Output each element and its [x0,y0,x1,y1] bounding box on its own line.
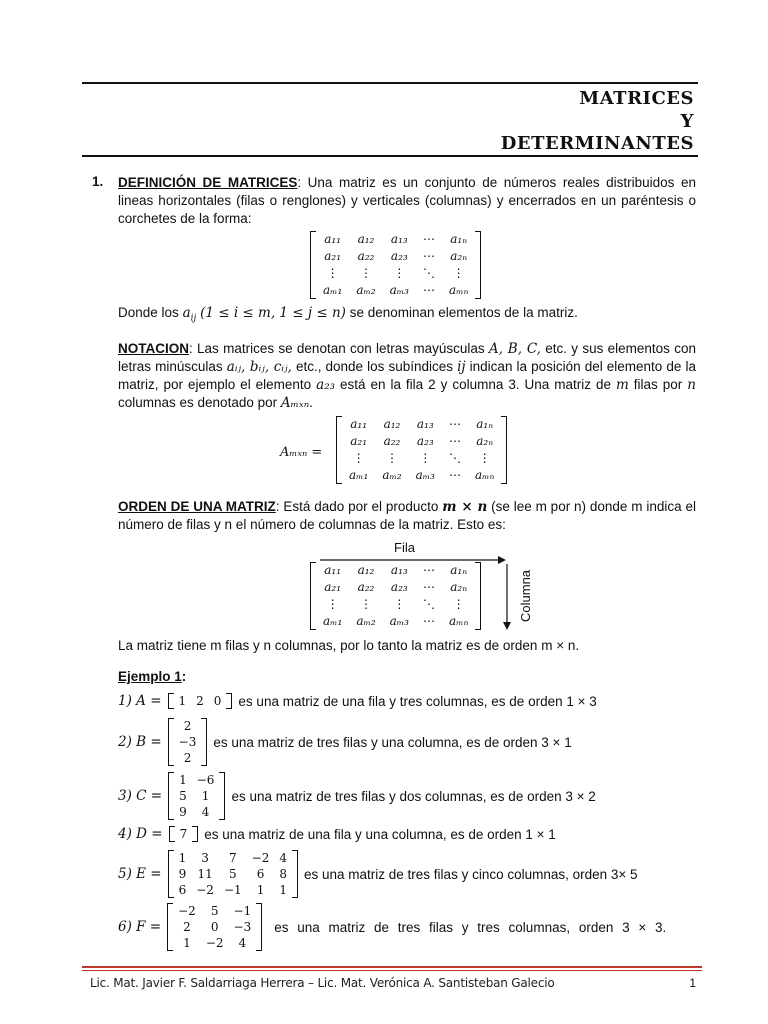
ejemplo-colon: : [181,669,187,684]
example-3 [118,772,596,820]
notacion-n: n [687,377,696,393]
matrix-cell: a₁₃ [390,563,408,577]
matrix-A [168,693,233,709]
matrix-cell: a₁ₙ [476,417,494,431]
matrix-cell: aₘ₁ [323,283,343,297]
notacion-heading: NOTACION [118,341,189,356]
matrix-cell: a₂ₙ [476,434,494,448]
matrix-cell: 2 [183,719,192,733]
matrix-cell: aₘ₂ [356,614,376,628]
notacion-m: m [615,377,629,393]
matrix-cell: 7 [228,851,237,865]
top-rule [82,82,698,84]
matrix-cell: a₁₂ [383,417,401,431]
matrix-table [316,231,475,299]
matrix-cell: ⋮ [326,266,339,280]
matrix-cell: ⋯ [422,563,435,577]
orden-mxn: m × n [442,499,488,515]
matrix-cell: −2 [196,883,214,897]
matrix-cell: aₘₙ [448,283,469,297]
matrix-cell: 2 [183,751,192,765]
matrix-cell: ⋮ [393,597,406,611]
matrix-cell: a₂₂ [357,580,375,594]
matrix-cell: a₁₃ [416,417,434,431]
matrix-F [167,903,262,951]
matrix-brackets [310,562,481,630]
matrix-row [316,613,475,630]
matrix-cell: −6 [196,773,215,787]
matrix-cell: 3 [201,851,209,865]
notacion-lower: aᵢⱼ, bᵢⱼ, cᵢⱼ, [226,359,292,375]
example-2-label: 2) B = [118,734,162,750]
matrix-cell: 1 [178,694,187,708]
definition-paragraph [118,174,696,228]
general-matrix-1 [310,231,481,302]
example-3-text: es una matriz de tres filas y dos columnas, es de orden 3 × 2 [231,788,596,804]
matrix-table [174,772,219,820]
notacion-paragraph [118,340,696,412]
footer-rule-bottom [82,970,702,971]
notacion-text-4: indican la posición del elemento de la matriz, por ejemplo el elemento [118,359,696,392]
matrix-cell: 4 [201,805,210,819]
notacion-amn: Aₘₓₙ [280,395,310,411]
matrix-table [174,850,292,898]
matrix-cell: ⋮ [393,266,406,280]
matrix-cell: −1 [233,904,252,918]
matrix-cell: 1 [256,883,265,897]
notacion-text-3: etc., donde los subíndices [295,359,453,374]
matrix-cell: aₘₙ [474,468,495,482]
example-2 [118,718,572,766]
matrix-cell: aₘ₃ [389,283,409,297]
matrix-cell: 2 [183,920,191,934]
notacion-text-1: : Las matrices se denotan con letras mayúsculas [189,341,485,356]
matrix-cell: 7 [179,827,188,841]
title-line-2: Y [680,111,694,132]
matrix-brackets [336,416,507,484]
matrix-cell: ⋯ [422,614,435,628]
notacion-text-2: etc. y sus elementos con letras minúsculas [118,341,696,374]
matrix-cell: −2 [178,904,196,918]
ejemplo-heading: Ejemplo 1 [118,669,182,684]
orden-text-2: (se lee m por n) donde m indica el número de filas y n el número de columnas de la matriz. Esto es: [118,499,697,532]
example-6 [118,903,666,951]
matrix-table [175,826,193,842]
amxn-label [280,444,322,460]
orden-paragraph [118,498,696,534]
matrix-table [342,416,501,484]
matrix-cell: 0 [213,694,222,708]
matrix-row [174,882,292,898]
matrix-row [174,772,219,788]
example-3-label: 3) C = [118,788,163,804]
matrix-row [174,850,292,866]
matrix-cell: 5 [228,867,237,881]
matrix-cell: a₁₃ [390,232,408,246]
matrix-cell: −2 [205,936,224,950]
matrix-cell: 4 [279,851,287,865]
example-6-label: 6) F = [118,919,162,935]
example-4-text: es una matriz de una fila y una columna, es de orden 1 × 1 [204,826,556,842]
matrix-row [174,750,202,766]
donde-label: Donde los [118,305,179,320]
matrix-table [316,562,475,630]
matrix-cell: 1 [178,851,187,865]
notacion-a23: a₂₃ [316,377,336,393]
ejemplo-heading-line [118,669,186,684]
matrix-table [173,903,256,951]
matrix-table [174,693,227,709]
example-4 [118,826,556,842]
matrix-cell: ⋮ [326,597,339,611]
notacion-text-6: filas por [633,377,683,392]
fila-label: Fila [394,540,415,555]
matrix-cell: a₂₂ [383,434,401,448]
matrix-cell: aₘ₃ [415,468,435,482]
matrix-row [173,903,256,919]
matrix-cell: 2 [196,694,204,708]
matrix-cell: 8 [279,867,287,881]
amxn-equals: Aₘₓₙ = [280,445,323,460]
matrix-cell: aₘ₁ [349,468,369,482]
example-1-text: es una matriz de una fila y tres columnas, es de orden 1 × 3 [238,693,597,709]
matrix-row [316,562,475,579]
matrix-row [316,282,475,299]
matrix-cell: ⋱ [448,451,461,465]
footer-authors: Lic. Mat. Javier F. Saldarriaga Herrera – Lic. Mat. Verónica A. Santisteban Galecio [90,976,555,990]
matrix-cell: a₁₂ [357,232,375,246]
matrix-cell: ⋮ [478,451,491,465]
matrix-cell: ⋯ [448,417,461,431]
example-6-text: es una matriz de tres filas y tres columnas, orden 3 × 3. [274,919,667,935]
matrix-cell: ⋱ [422,597,435,611]
page-number: 1 [689,976,696,990]
matrix-cell: a₁₁ [324,563,342,577]
title-line-3: DETERMINANTES [500,133,694,154]
matrix-cell: a₂ₙ [450,249,468,263]
notacion-ij: ij [457,359,466,375]
matrix-row [316,265,475,282]
matrix-cell: a₂₃ [390,249,408,263]
matrix-cell: 1 [183,936,191,950]
matrix-cell: −1 [223,883,242,897]
orden-conclusion: La matriz tiene m filas y n columnas, por lo tanto la matriz es de orden m × n. [118,638,580,653]
matrix-cell: 6 [256,867,265,881]
matrix-cell: −2 [251,851,270,865]
matrix-row [342,433,501,450]
matrix-cell: 5 [210,904,219,918]
matrix-cell: aₘₙ [448,614,469,628]
matrix-cell: ⋮ [452,597,465,611]
matrix-row [316,248,475,265]
general-matrix-2 [336,416,507,487]
example-2-text: es una matriz de tres filas y una columna, es de orden 3 × 1 [213,734,572,750]
matrix-row [342,450,501,467]
matrix-cell: ⋯ [422,283,435,297]
matrix-cell: 9 [179,805,187,819]
title-line-1: MATRICES [579,88,694,109]
matrix-cell: ⋱ [422,266,435,280]
aij-symbol: $a_{ij}$ [182,305,197,324]
matrix-row [173,919,256,935]
index-condition: (1 ≤ i ≤ m, 1 ≤ j ≤ n) [200,305,346,321]
matrix-row [316,579,475,596]
matrix-cell: 1 [279,883,287,897]
matrix-row [316,596,475,613]
matrix-cell: −3 [233,920,252,934]
donde-rest: se denominan elementos de la matriz. [349,305,578,320]
matrix-C [168,772,225,820]
matrix-cell: a₁ₙ [450,232,468,246]
matrix-cell: a₁ₙ [450,563,468,577]
matrix-cell: aₘ₂ [356,283,376,297]
matrix-cell: ⋮ [452,266,465,280]
matrix-cell: aₘ₂ [382,468,402,482]
matrix-cell: 6 [178,883,187,897]
matrix-cell: a₂₂ [357,249,375,263]
matrix-cell: ⋮ [359,597,372,611]
matrix-brackets [310,231,481,299]
example-5 [118,850,638,898]
general-matrix-3 [310,562,481,633]
notacion-text-8: . [309,395,313,410]
matrix-cell: ⋯ [422,580,435,594]
example-5-label: 5) E = [118,866,162,882]
matrix-cell: aₘ₃ [389,614,409,628]
matrix-cell: a₂₁ [324,580,342,594]
matrix-cell: aₘ₁ [323,614,343,628]
matrix-cell: ⋮ [385,451,398,465]
section-number: 1. [92,174,104,189]
definition-heading: DEFINICIÓN DE MATRICES [118,175,298,190]
matrix-cell: −3 [178,735,197,749]
columna-arrow [500,562,514,632]
matrix-E [168,850,298,898]
matrix-cell: a₂₁ [324,249,342,263]
matrix-B [168,718,208,766]
matrix-cell: ⋮ [359,266,372,280]
matrix-cell: ⋮ [419,451,432,465]
notacion-text-5: está en la fila 2 y columna 3. Una matriz de [340,377,612,392]
matrix-cell: 0 [210,920,219,934]
matrix-cell: a₁₂ [357,563,375,577]
matrix-cell: ⋯ [448,468,461,482]
matrix-cell: 11 [197,867,213,881]
matrix-cell: a₂ₙ [450,580,468,594]
matrix-table [174,718,202,766]
example-1 [118,693,597,709]
matrix-cell: 5 [179,789,187,803]
matrix-cell: 9 [178,867,187,881]
example-5-text: es una matriz de tres filas y cinco columnas, orden 3× 5 [304,866,638,882]
matrix-cell: a₁₁ [324,232,342,246]
footer-rule-top [82,966,702,968]
matrix-row [174,693,227,709]
title-rule [82,155,698,157]
definition-text: : Una matriz es un conjunto de números reales distribuidos en lineas horizontales (filas o renglones) y verticales (columnas) y encerrados en un paréntesis o corchetes de la forma: [118,175,696,226]
matrix-row [174,788,219,804]
orden-heading: ORDEN DE UNA MATRIZ [118,499,276,514]
donde-line [118,305,578,324]
matrix-cell: a₂₃ [390,580,408,594]
example-4-label: 4) D = [118,826,163,842]
matrix-row [342,467,501,484]
example-1-label: 1) A = [118,693,162,709]
matrix-D [169,826,199,842]
matrix-cell: a₂₃ [416,434,434,448]
matrix-row [342,416,501,433]
matrix-cell: ⋯ [422,232,435,246]
matrix-cell: 1 [201,789,210,803]
matrix-row [174,804,219,820]
matrix-row [175,826,193,842]
matrix-cell: 1 [179,773,187,787]
matrix-cell: ⋯ [422,249,435,263]
matrix-row [173,935,256,951]
matrix-row [174,866,292,882]
matrix-cell: ⋮ [352,451,365,465]
matrix-cell: a₂₁ [350,434,368,448]
notacion-text-7: columnas es denotado por [118,395,278,410]
matrix-row [316,231,475,248]
orden-text-1: : Está dado por el producto [275,499,439,514]
matrix-cell: 4 [238,936,247,950]
matrix-row [174,718,202,734]
matrix-row [174,734,202,750]
notacion-letters: A, B, C, [488,341,541,357]
columna-label: Columna [518,569,533,622]
matrix-cell: a₁₁ [350,417,368,431]
matrix-cell: ⋯ [448,434,461,448]
